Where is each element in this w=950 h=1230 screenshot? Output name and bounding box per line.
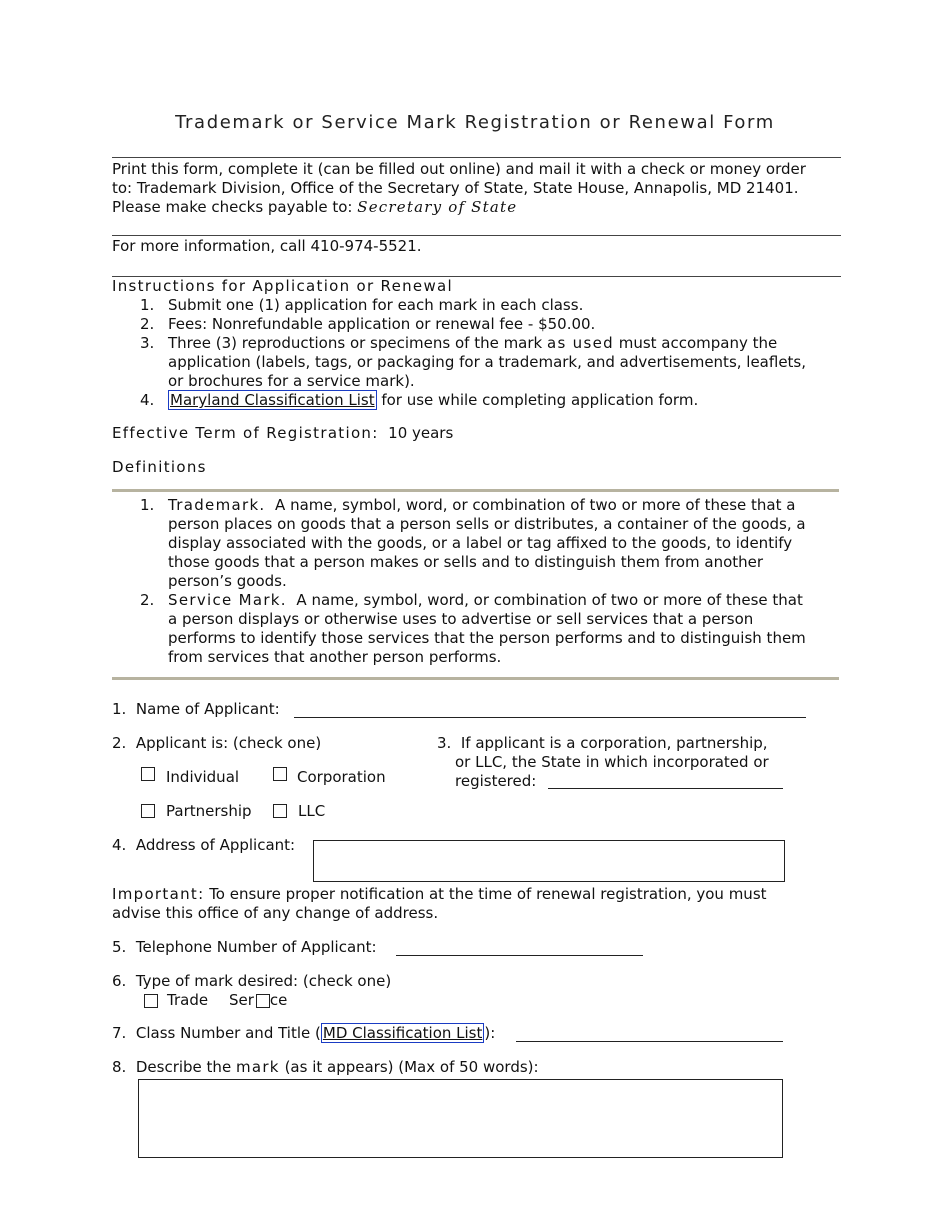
q2-label: 2. Applicant is: (check one): [112, 734, 322, 752]
list-item: 4. Maryland Classification List for use while completing application form.: [140, 391, 699, 409]
list-item: 2. Fees: Nonrefundable application or renewal fee - $50.00.: [140, 315, 596, 333]
list-item: 1. Trademark. A name, symbol, word, or combination of two or more of these that a person places on goods that a person sells or distributes, a container of the goods, a display associated with the goods, or a label or tag affixed to the goods, to identify those goods that a person makes or sells and to distinguish them from another person’s goods.: [140, 496, 806, 590]
q4-label: 4. Address of Applicant:: [112, 836, 296, 854]
instructions-heading: Instructions for Application or Renewal: [112, 277, 453, 295]
payee: Secretary of State: [357, 198, 518, 216]
info-text: For more information, call 410-974-5521.: [112, 237, 422, 255]
intro-line-2: to: Trademark Division, Office of the Secretary of State, State House, Annapolis, MD 21401.: [112, 179, 799, 197]
list-item: 3. Three (3) reproductions or specimens of the mark as used must accompany the application (labels, tags, or packaging for a trademark, and advertisements, leaflets, or brochures for a service mark).: [140, 334, 807, 390]
divider: [112, 489, 839, 492]
corporation-label: Corporation: [297, 768, 386, 786]
state-of-incorporation-field[interactable]: [548, 774, 783, 789]
important-note: Important: To ensure proper notification at the time of renewal registration, you must advise this office of any change of address.: [112, 885, 767, 922]
list-item: 1. Submit one (1) application for each mark in each class.: [140, 296, 584, 314]
definitions-list: [112, 496, 857, 667]
q6-label: 6. Type of mark desired: (check one): [112, 972, 392, 990]
service-checkbox[interactable]: [256, 994, 270, 1008]
page-title: Trademark or Service Mark Registration or Renewal Form: [175, 112, 775, 133]
list-item: 2. Service Mark. A name, symbol, word, or combination of two or more of these that a person displays or otherwise uses to advertise or sell services that a person performs to identify those services that the person performs and to distinguish them from services that another person performs.: [140, 591, 806, 666]
q1-label: 1. Name of Applicant:: [112, 700, 280, 718]
instructions-list: [112, 296, 852, 410]
partnership-label: Partnership: [166, 802, 252, 820]
maryland-classification-link[interactable]: Maryland Classification List: [170, 391, 375, 409]
md-classification-link[interactable]: MD Classification List: [322, 1024, 483, 1042]
effective-term: Effective Term of Registration: 10 years: [112, 424, 454, 442]
divider: [112, 157, 841, 158]
q3-line-2: or LLC, the State in which incorporated or: [455, 753, 769, 771]
q3-line-3: registered:: [455, 772, 537, 790]
partnership-checkbox[interactable]: [141, 804, 155, 818]
intro-line-3: Please make checks payable to: Secretary of State: [112, 198, 518, 216]
individual-checkbox[interactable]: [141, 767, 155, 781]
corporation-checkbox[interactable]: [273, 767, 287, 781]
divider: [112, 235, 841, 236]
name-of-applicant-field[interactable]: [294, 703, 806, 718]
class-number-field[interactable]: [516, 1027, 783, 1042]
definitions-heading: Definitions: [112, 458, 207, 476]
q3-label: 3. If applicant is a corporation, partnership,: [437, 734, 768, 752]
address-of-applicant-field[interactable]: [313, 840, 785, 882]
intro-text: [112, 160, 872, 217]
trade-label: Trade: [167, 991, 209, 1009]
llc-checkbox[interactable]: [273, 804, 287, 818]
llc-label: LLC: [298, 802, 326, 820]
q8-label: 8. Describe the mark (as it appears) (Max of 50 words):: [112, 1058, 539, 1076]
service-label: Ser ce: [229, 991, 288, 1009]
q7-label: 7. Class Number and Title ( MD Classification List ):: [112, 1024, 496, 1042]
individual-label: Individual: [166, 768, 240, 786]
q5-label: 5. Telephone Number of Applicant:: [112, 938, 377, 956]
describe-mark-field[interactable]: [138, 1079, 783, 1158]
trade-checkbox[interactable]: [144, 994, 158, 1008]
telephone-field[interactable]: [396, 941, 643, 956]
intro-line-1: Print this form, complete it (can be filled out online) and mail it with a check or money order: [112, 160, 806, 178]
divider: [112, 677, 839, 680]
